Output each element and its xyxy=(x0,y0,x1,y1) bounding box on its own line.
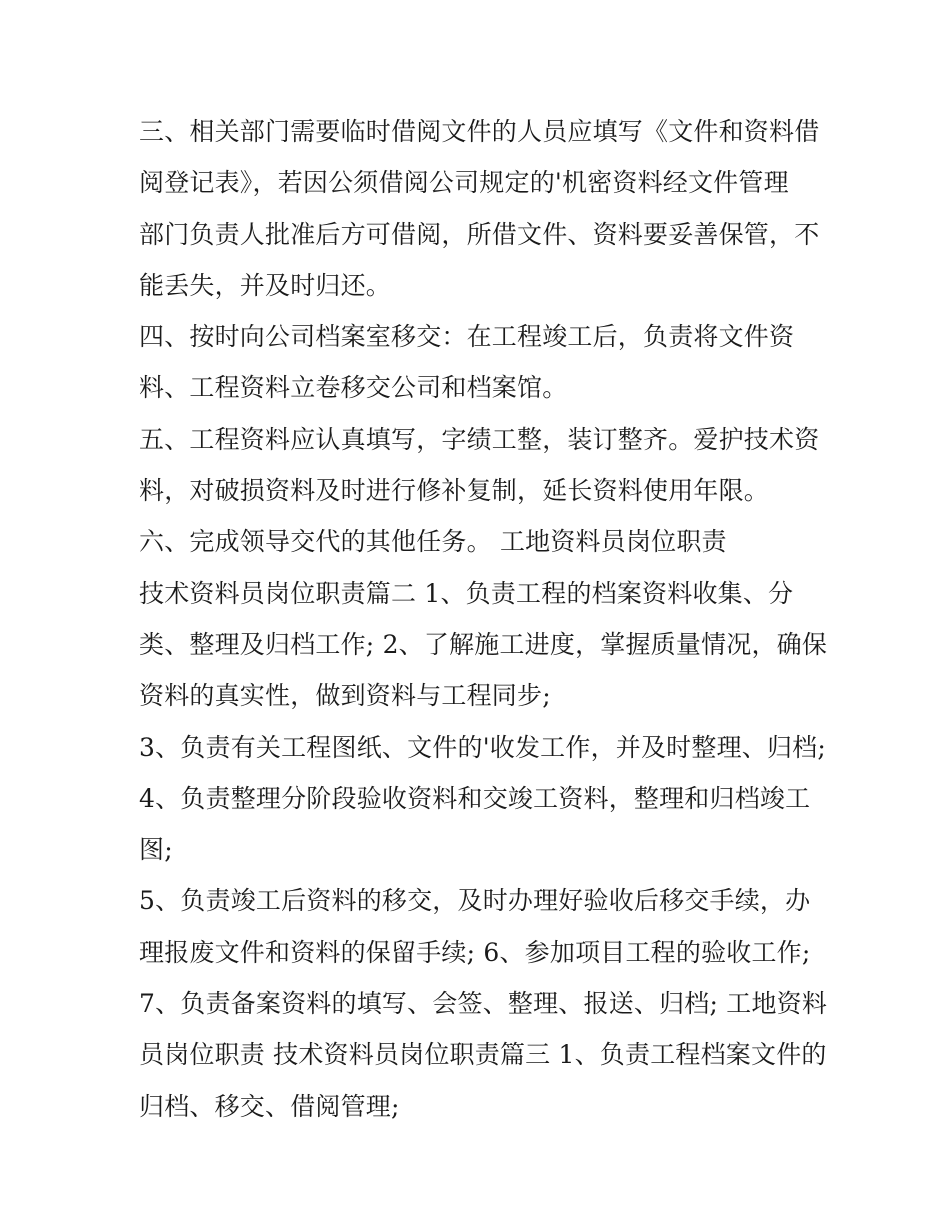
text-line: 料、工程资料立卷移交公司和档案馆。 xyxy=(139,373,568,403)
text-line: 理报废文件和资料的保留手续; 6、参加项目工程的验收工作; xyxy=(139,937,811,967)
document-body xyxy=(139,106,829,1132)
text-line: 六、完成领导交代的其他任务。 工地资料员岗位职责 xyxy=(139,527,727,557)
text-line: 五、工程资料应认真填写，字绩工整，装订整齐。爱护技术资 xyxy=(139,424,820,454)
text-line: 料，对破损资料及时进行修补复制，延长资料使用年限。 xyxy=(139,476,770,506)
text-line: 技术资料员岗位职责篇二 1、负责工程的档案资料收集、分 xyxy=(139,578,794,608)
text-line: 7、负责备案资料的填写、会签、整理、报送、归档; 工地资料 xyxy=(139,989,828,1019)
text-line: 能丢失，并及时归还。 xyxy=(139,270,392,300)
text-line: 类、整理及归档工作; 2、了解施工进度，掌握质量情况，确保 xyxy=(139,629,828,659)
text-line: 图; xyxy=(139,835,173,865)
text-line: 归档、移交、借阅管理; xyxy=(139,1091,400,1121)
text-line: 4、负责整理分阶段验收资料和交竣工资料，整理和归档竣工 xyxy=(139,783,811,813)
text-line: 3、负责有关工程图纸、文件的'收发工作，并及时整理、归档; xyxy=(139,732,827,762)
text-line: 阅登记表》，若因公须借阅公司规定的'机密资料经文件管理 xyxy=(139,168,789,198)
text-line: 四、按时向公司档案室移交：在工程竣工后，负责将文件资 xyxy=(139,322,795,352)
text-line: 5、负责竣工后资料的移交，及时办理好验收后移交手续，办 xyxy=(139,886,811,916)
text-line: 资料的真实性，做到资料与工程同步; xyxy=(139,681,551,711)
text-line: 员岗位职责 技术资料员岗位职责篇三 1、负责工程档案文件的 xyxy=(139,1040,827,1070)
text-line: 部门负责人批准后方可借阅，所借文件、资料要妥善保管，不 xyxy=(139,219,820,249)
text-line: 三、相关部门需要临时借阅文件的人员应填写《文件和资料借 xyxy=(139,117,820,146)
